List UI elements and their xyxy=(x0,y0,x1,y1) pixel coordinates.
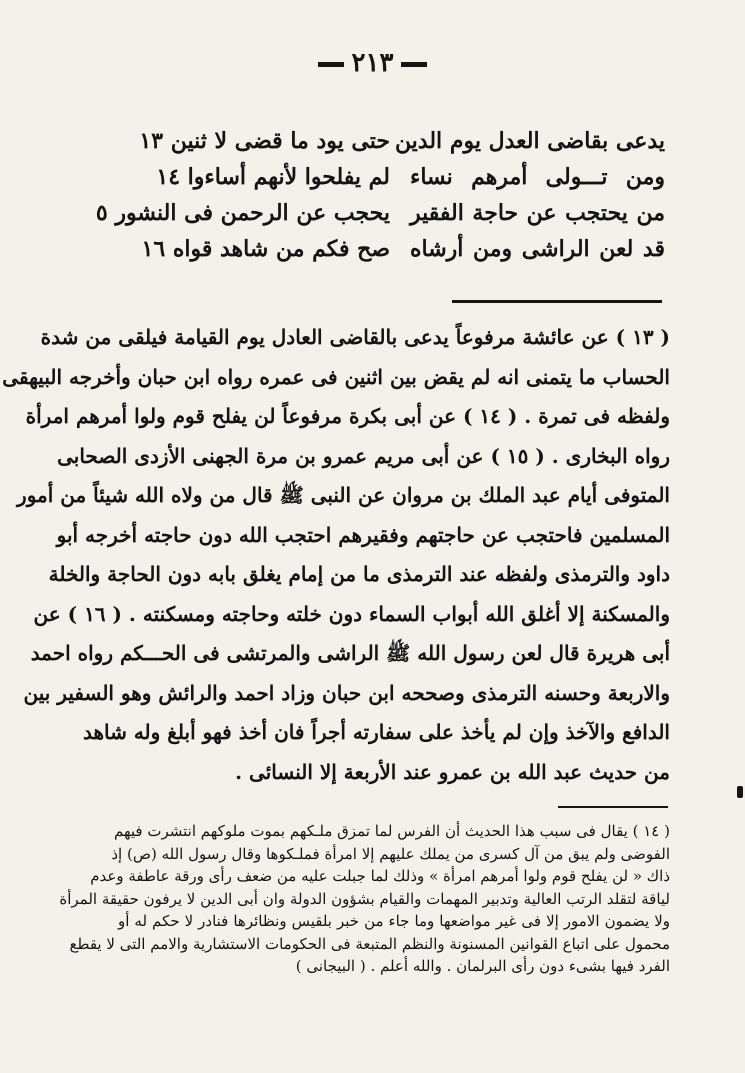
verse-second-hemistich: لم يفلحوا لأنهم أساءوا ١٤ xyxy=(156,164,390,190)
verse-first-hemistich: يدعى بقاضى العدل يوم الدين xyxy=(394,128,665,154)
verse-first-hemistich: قد لعن الراشى ومن أرشاه xyxy=(410,236,665,262)
verse-first-hemistich: من يحتجب عن حاجة الفقير xyxy=(410,200,665,226)
verse-second-hemistich: حتى يود ما قضى لا ثنين ١٣ xyxy=(139,128,390,154)
dash-ornament xyxy=(318,62,344,67)
footnote-line: لياقة لتقلد الرتب العالية وتدبير المهمات والقيام بشؤون الدولة وان أبى الدين لا يرفون حقيقة المرأة xyxy=(59,889,670,908)
section-divider xyxy=(452,300,662,303)
page-number: ٢١٣ xyxy=(351,48,394,78)
body-line: والمسكنة إلا أغلق الله أبواب السماء دون خلته وحاجته ومسكنته . ( ١٦ ) عن xyxy=(33,601,670,626)
body-line: أبى هريرة قال لعن رسول الله ﷺ الراشى والمرتشى فى الحـــكم رواه احمد xyxy=(30,641,670,665)
body-line: الدافع والآخذ وإن لم يأخذ على سفارته أجراً فان أخذ فهو أبلغ وله شاهد xyxy=(82,720,670,744)
body-line: رواه البخارى . ( ١٥ ) عن أبى مريم عمرو بن مرة الجهنى الأزدى الصحابى xyxy=(57,443,670,468)
body-line: والاربعة وحسنه الترمذى وصححه ابن حبان وزاد احمد والرائش وهو السفير بين xyxy=(23,680,670,705)
verse xyxy=(141,236,665,272)
body-line: داود والترمذى ولفظه عند الترمذى ما من إمام يغلق بابه دون الحاجة والخلة xyxy=(48,562,670,586)
margin-ink-mark xyxy=(737,786,743,798)
commentary-body xyxy=(2,318,670,792)
footnote-line: الفوضى ولم يبق من آل كسرى من يملك عليهم إلا امرأة فملـكوها وقال رسول الله (ص) إذ xyxy=(111,844,670,863)
page-number-header xyxy=(0,48,745,78)
verse xyxy=(150,164,665,200)
body-line: المتوفى أيام عبد الملك بن مروان عن النبى ﷺ قال من ولاه الله شيئاً من أمور xyxy=(17,483,670,507)
verse-second-hemistich: يحجب عن الرحمن فى النشور ٥ xyxy=(95,200,390,226)
footnote-line: ولا يضمون الامور إلا فى غير مواضعها وما جاء من خبر بلقيس ونظائرها فنادر لا حكم له أو xyxy=(118,912,670,930)
body-line: المسلمين فاحتجب عن حاجتهم وفقيرهم احتجب الله دون حاجته أخرجه أبو xyxy=(56,522,670,547)
body-line: ( ١٣ ) عن عائشة مرفوعاً يدعى بالقاضى العادل يوم القيامة فيلقى من شدة xyxy=(40,325,670,349)
footnote xyxy=(59,820,670,978)
dash-ornament xyxy=(401,62,427,67)
footnote-line: محمول على اتباع القوانين المسنونة والنظم المتبعة فى الحكومات الاستشارية والامم التى لا يقطع xyxy=(69,934,670,953)
poem xyxy=(95,128,665,272)
footnote-divider xyxy=(558,806,668,808)
verse-first-hemistich: ومن تـــولى أمرهم نساء xyxy=(410,164,665,190)
footnote-line: ذاك « لن يفلح قوم ولوا أمرهم امرأة » وذلك لما جبلت عليه من ضعف رأى ورقة عاطفة وعدم xyxy=(90,867,670,885)
verse-second-hemistich: صح فكم من شاهد قواه ١٦ xyxy=(141,236,390,262)
footnote-line: الفرد فيها بشىء دون رأى البرلمان . والله أعلم . ( البيجانى ) xyxy=(295,957,670,975)
body-line: الحساب ما يتمنى انه لم يقض بين اثنين فى عمره رواه ابن حبان وأخرجه البيهقى xyxy=(2,364,670,389)
body-line: من حديث عبد الله بن عمرو عند الأربعة إلا النسائى . xyxy=(235,759,670,784)
verse xyxy=(95,200,665,236)
footnote-line: ( ١٤ ) يقال فى سبب هذا الحديث أن الفرس لما تمزق ملـكهم بموت ملوكهم انتشرت فيهم xyxy=(114,822,670,840)
verse xyxy=(139,128,665,164)
body-line: ولفظه فى تمرة . ( ١٤ ) عن أبى بكرة مرفوعاً لن يفلح قوم ولوا أمرهم امرأة xyxy=(25,404,670,428)
